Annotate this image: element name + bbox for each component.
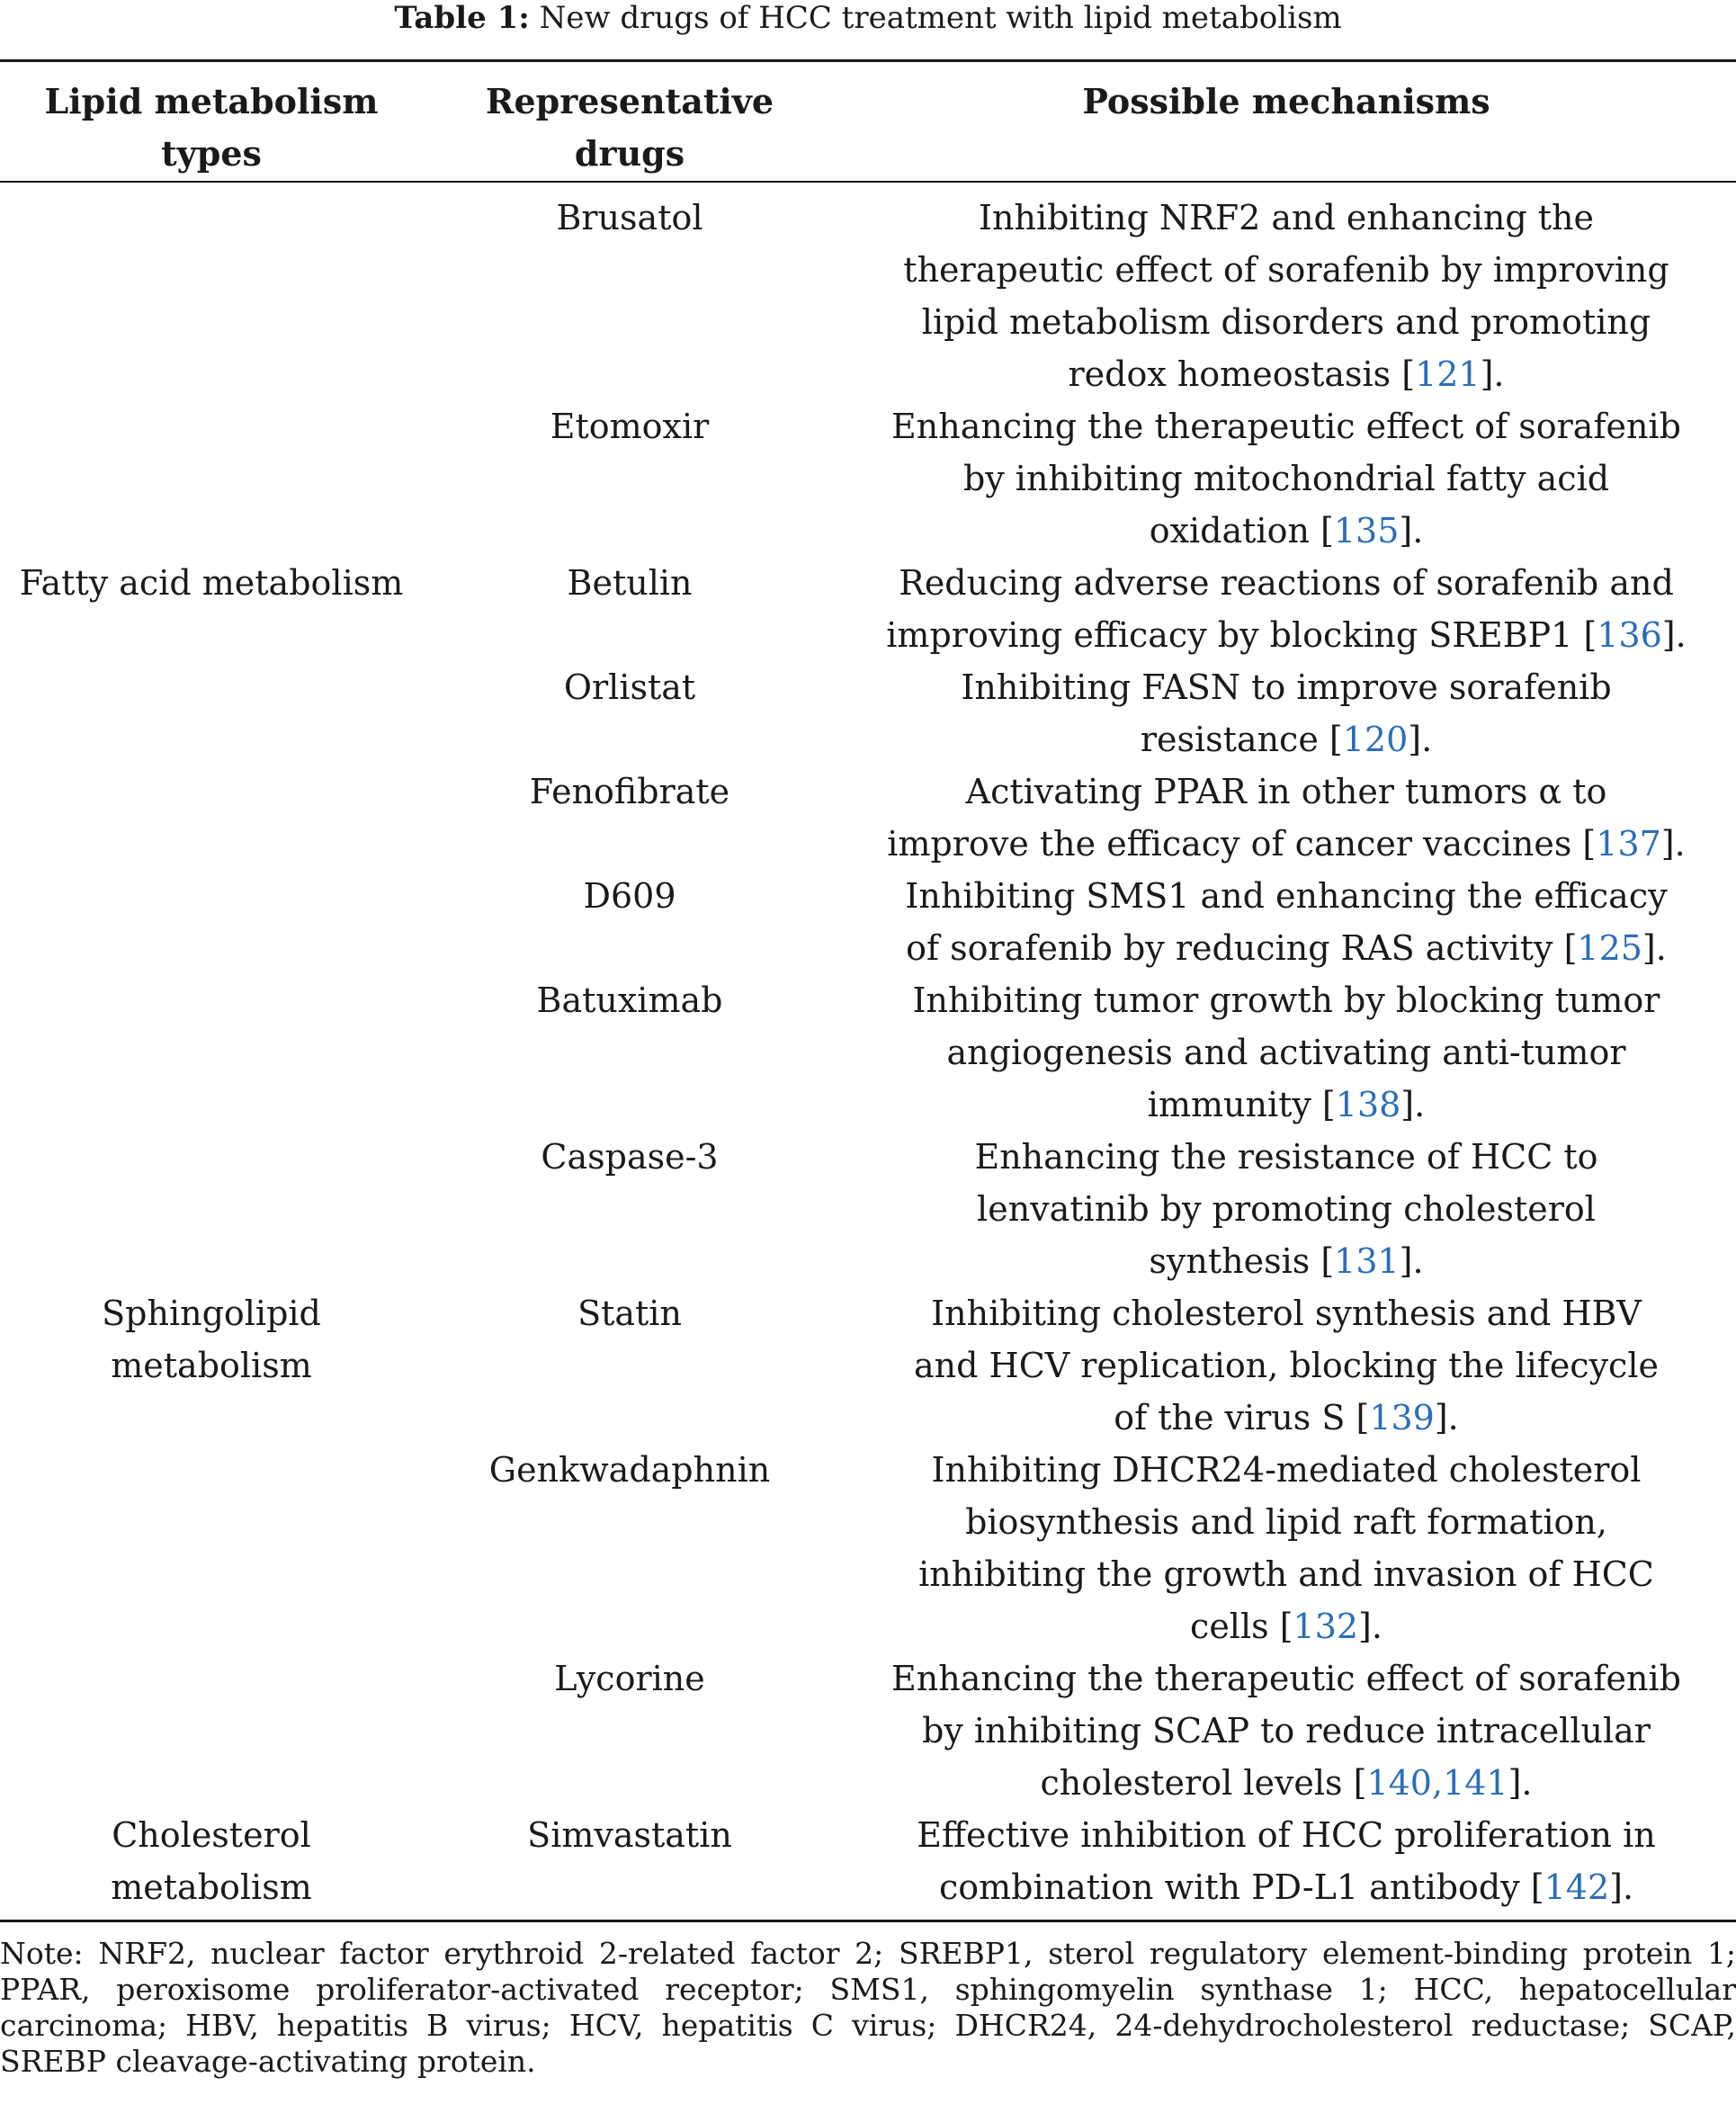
- reference-link[interactable]: 131: [1334, 1241, 1400, 1281]
- mechanism-line: synthesis [131].: [1149, 1241, 1424, 1281]
- mechanism-line: Effective inhibition of HCC proliferation in: [917, 1815, 1656, 1855]
- type-fatty-acid: Fatty acid metabolism: [19, 563, 404, 603]
- mechanism-line: improve the efficacy of cancer vaccines [137].: [887, 824, 1686, 864]
- drug-name: Genkwadaphnin: [488, 1450, 771, 1490]
- reference-link[interactable]: 139: [1369, 1398, 1435, 1437]
- mechanism: [837, 192, 1736, 400]
- header-representative-drugs: Representative drugs: [485, 81, 774, 174]
- table-row: [0, 661, 1736, 766]
- type-cholesterol-line2: metabolism: [111, 1867, 312, 1907]
- mechanism-line: improving efficacy by blocking SREBP1 [136].: [886, 615, 1687, 655]
- type-sphingolipid-line2: metabolism: [111, 1346, 312, 1385]
- mechanism: [837, 1131, 1736, 1287]
- header-lipid-types: [0, 76, 423, 180]
- type-cholesterol: [0, 1809, 423, 1913]
- type-cholesterol-line1: Cholesterol: [112, 1815, 311, 1855]
- header-lipid-types-line1: Lipid metabolism: [44, 81, 379, 121]
- mechanism: [837, 974, 1736, 1131]
- mechanism: [837, 1287, 1736, 1444]
- reference-link[interactable]: 136: [1597, 615, 1662, 655]
- mechanism: [837, 1652, 1736, 1809]
- mechanism-line: Enhancing the therapeutic effect of sorafenib: [891, 407, 1681, 446]
- drug-name: Batuximab: [536, 980, 723, 1020]
- mechanism: [837, 1809, 1736, 1913]
- mechanism: [837, 661, 1736, 766]
- mechanism-line: Enhancing the therapeutic effect of sorafenib: [891, 1659, 1681, 1698]
- drug-name: Fenofibrate: [529, 772, 730, 811]
- reference-link[interactable]: 142: [1544, 1867, 1610, 1907]
- mechanism-line: Inhibiting DHCR24-mediated cholesterol: [931, 1450, 1642, 1490]
- mechanism-line: lipid metabolism disorders and promoting: [921, 302, 1651, 342]
- mechanism-line: biosynthesis and lipid raft formation,: [965, 1502, 1607, 1542]
- table-body: [0, 192, 1736, 1913]
- table-row: [0, 400, 1736, 557]
- mechanism-line: Activating PPAR in other tumors α to: [965, 772, 1607, 811]
- table-row: [0, 1652, 1736, 1809]
- mechanism-line: redox homeostasis [121].: [1068, 354, 1505, 394]
- table-caption: [0, 0, 1736, 36]
- header-lipid-types-line2: types: [161, 133, 262, 174]
- mechanism-line: Inhibiting NRF2 and enhancing the: [978, 198, 1595, 237]
- reference-link[interactable]: 132: [1293, 1607, 1359, 1646]
- reference-link[interactable]: 120: [1342, 720, 1409, 759]
- drug-name: Simvastatin: [527, 1815, 732, 1855]
- mechanism-line: Inhibiting cholesterol synthesis and HBV: [931, 1294, 1642, 1333]
- mechanism-line: combination with PD-L1 antibody [142].: [938, 1867, 1634, 1907]
- mechanism-line: Inhibiting tumor growth by blocking tumor: [912, 980, 1660, 1020]
- mechanism-line: Reducing adverse reactions of sorafenib and: [899, 563, 1674, 603]
- table-row: [0, 1131, 1736, 1287]
- drug-name: Statin: [577, 1294, 682, 1333]
- reference-link[interactable]: 138: [1335, 1085, 1401, 1124]
- reference-link[interactable]: 135: [1333, 511, 1400, 551]
- caption-label: Table 1:: [394, 0, 530, 36]
- mechanism-line: angiogenesis and activating anti-tumor: [946, 1033, 1626, 1072]
- mechanism-line: of sorafenib by reducing RAS activity [125].: [906, 928, 1667, 968]
- caption-text: New drugs of HCC treatment with lipid metabolism: [539, 0, 1342, 36]
- drug-name: Orlistat: [563, 667, 696, 707]
- table-row: [0, 766, 1736, 870]
- mechanism-line: Inhibiting SMS1 and enhancing the efficacy: [905, 876, 1668, 916]
- mechanism-line: Inhibiting FASN to improve sorafenib: [961, 667, 1612, 707]
- table-row: [0, 1444, 1736, 1652]
- bottom-rule: [0, 1920, 1736, 1922]
- mechanism-line: lenvatinib by promoting cholesterol: [977, 1189, 1596, 1229]
- mechanism-line: cells [132].: [1190, 1607, 1383, 1646]
- mechanism-line: oxidation [135].: [1149, 511, 1424, 551]
- mechanism-line: therapeutic effect of sorafenib by improving: [903, 250, 1669, 290]
- reference-link[interactable]: 121: [1415, 354, 1481, 394]
- table-row: [0, 974, 1736, 1131]
- drug-name: D609: [583, 876, 676, 916]
- mechanism-line: by inhibiting SCAP to reduce intracellular: [922, 1711, 1651, 1750]
- mechanism: [837, 400, 1736, 557]
- table-note: Note: NRF2, nuclear factor erythroid 2-related factor 2; SREBP1, sterol regulatory element-binding protein 1; PPAR, peroxisome proliferator-activated receptor; SMS1, sphingomyelin synthase 1; HCC, hepatocellular carcinoma; HBV, hepatitis B virus; HCV, hepatitis C virus; DHCR24, 24-dehydrocholesterol reductase; SCAP, SREBP cleavage-activating protein.: [0, 1936, 1736, 2079]
- drug-name: Brusatol: [556, 198, 703, 237]
- drug-name: Betulin: [567, 563, 693, 603]
- mechanism: [837, 870, 1736, 974]
- drug-name: Etomoxir: [550, 407, 710, 446]
- type-sphingolipid-line1: Sphingolipid: [102, 1294, 321, 1333]
- mechanism-line: Enhancing the resistance of HCC to: [974, 1137, 1598, 1177]
- mechanism-line: immunity [138].: [1147, 1085, 1426, 1124]
- drug-name: Lycorine: [554, 1659, 705, 1698]
- drug-name: Caspase-3: [541, 1137, 719, 1177]
- mechanism-line: cholesterol levels [140,141].: [1040, 1763, 1533, 1803]
- mechanism-line: by inhibiting mitochondrial fatty acid: [962, 459, 1610, 498]
- type-sphingolipid: [0, 1287, 423, 1392]
- mechanism: [837, 766, 1736, 870]
- reference-link[interactable]: 125: [1577, 928, 1642, 968]
- header-possible-mechanisms: Possible mechanisms: [1082, 81, 1490, 121]
- header-rule: [0, 181, 1736, 183]
- mechanism-line: and HCV replication, blocking the lifecycle: [914, 1346, 1659, 1385]
- mechanism-line: inhibiting the growth and invasion of HCC: [918, 1554, 1654, 1594]
- mechanism: [837, 557, 1736, 661]
- mechanism: [837, 1444, 1736, 1652]
- table-row: [0, 870, 1736, 974]
- mechanism-line: resistance [120].: [1140, 720, 1433, 759]
- table-row: [0, 192, 1736, 400]
- table-rows: [0, 192, 1736, 1913]
- reference-link[interactable]: 140,141: [1366, 1763, 1508, 1803]
- top-rule: [0, 59, 1736, 62]
- mechanism-line: of the virus S [139].: [1114, 1398, 1459, 1437]
- reference-link[interactable]: 137: [1596, 824, 1661, 864]
